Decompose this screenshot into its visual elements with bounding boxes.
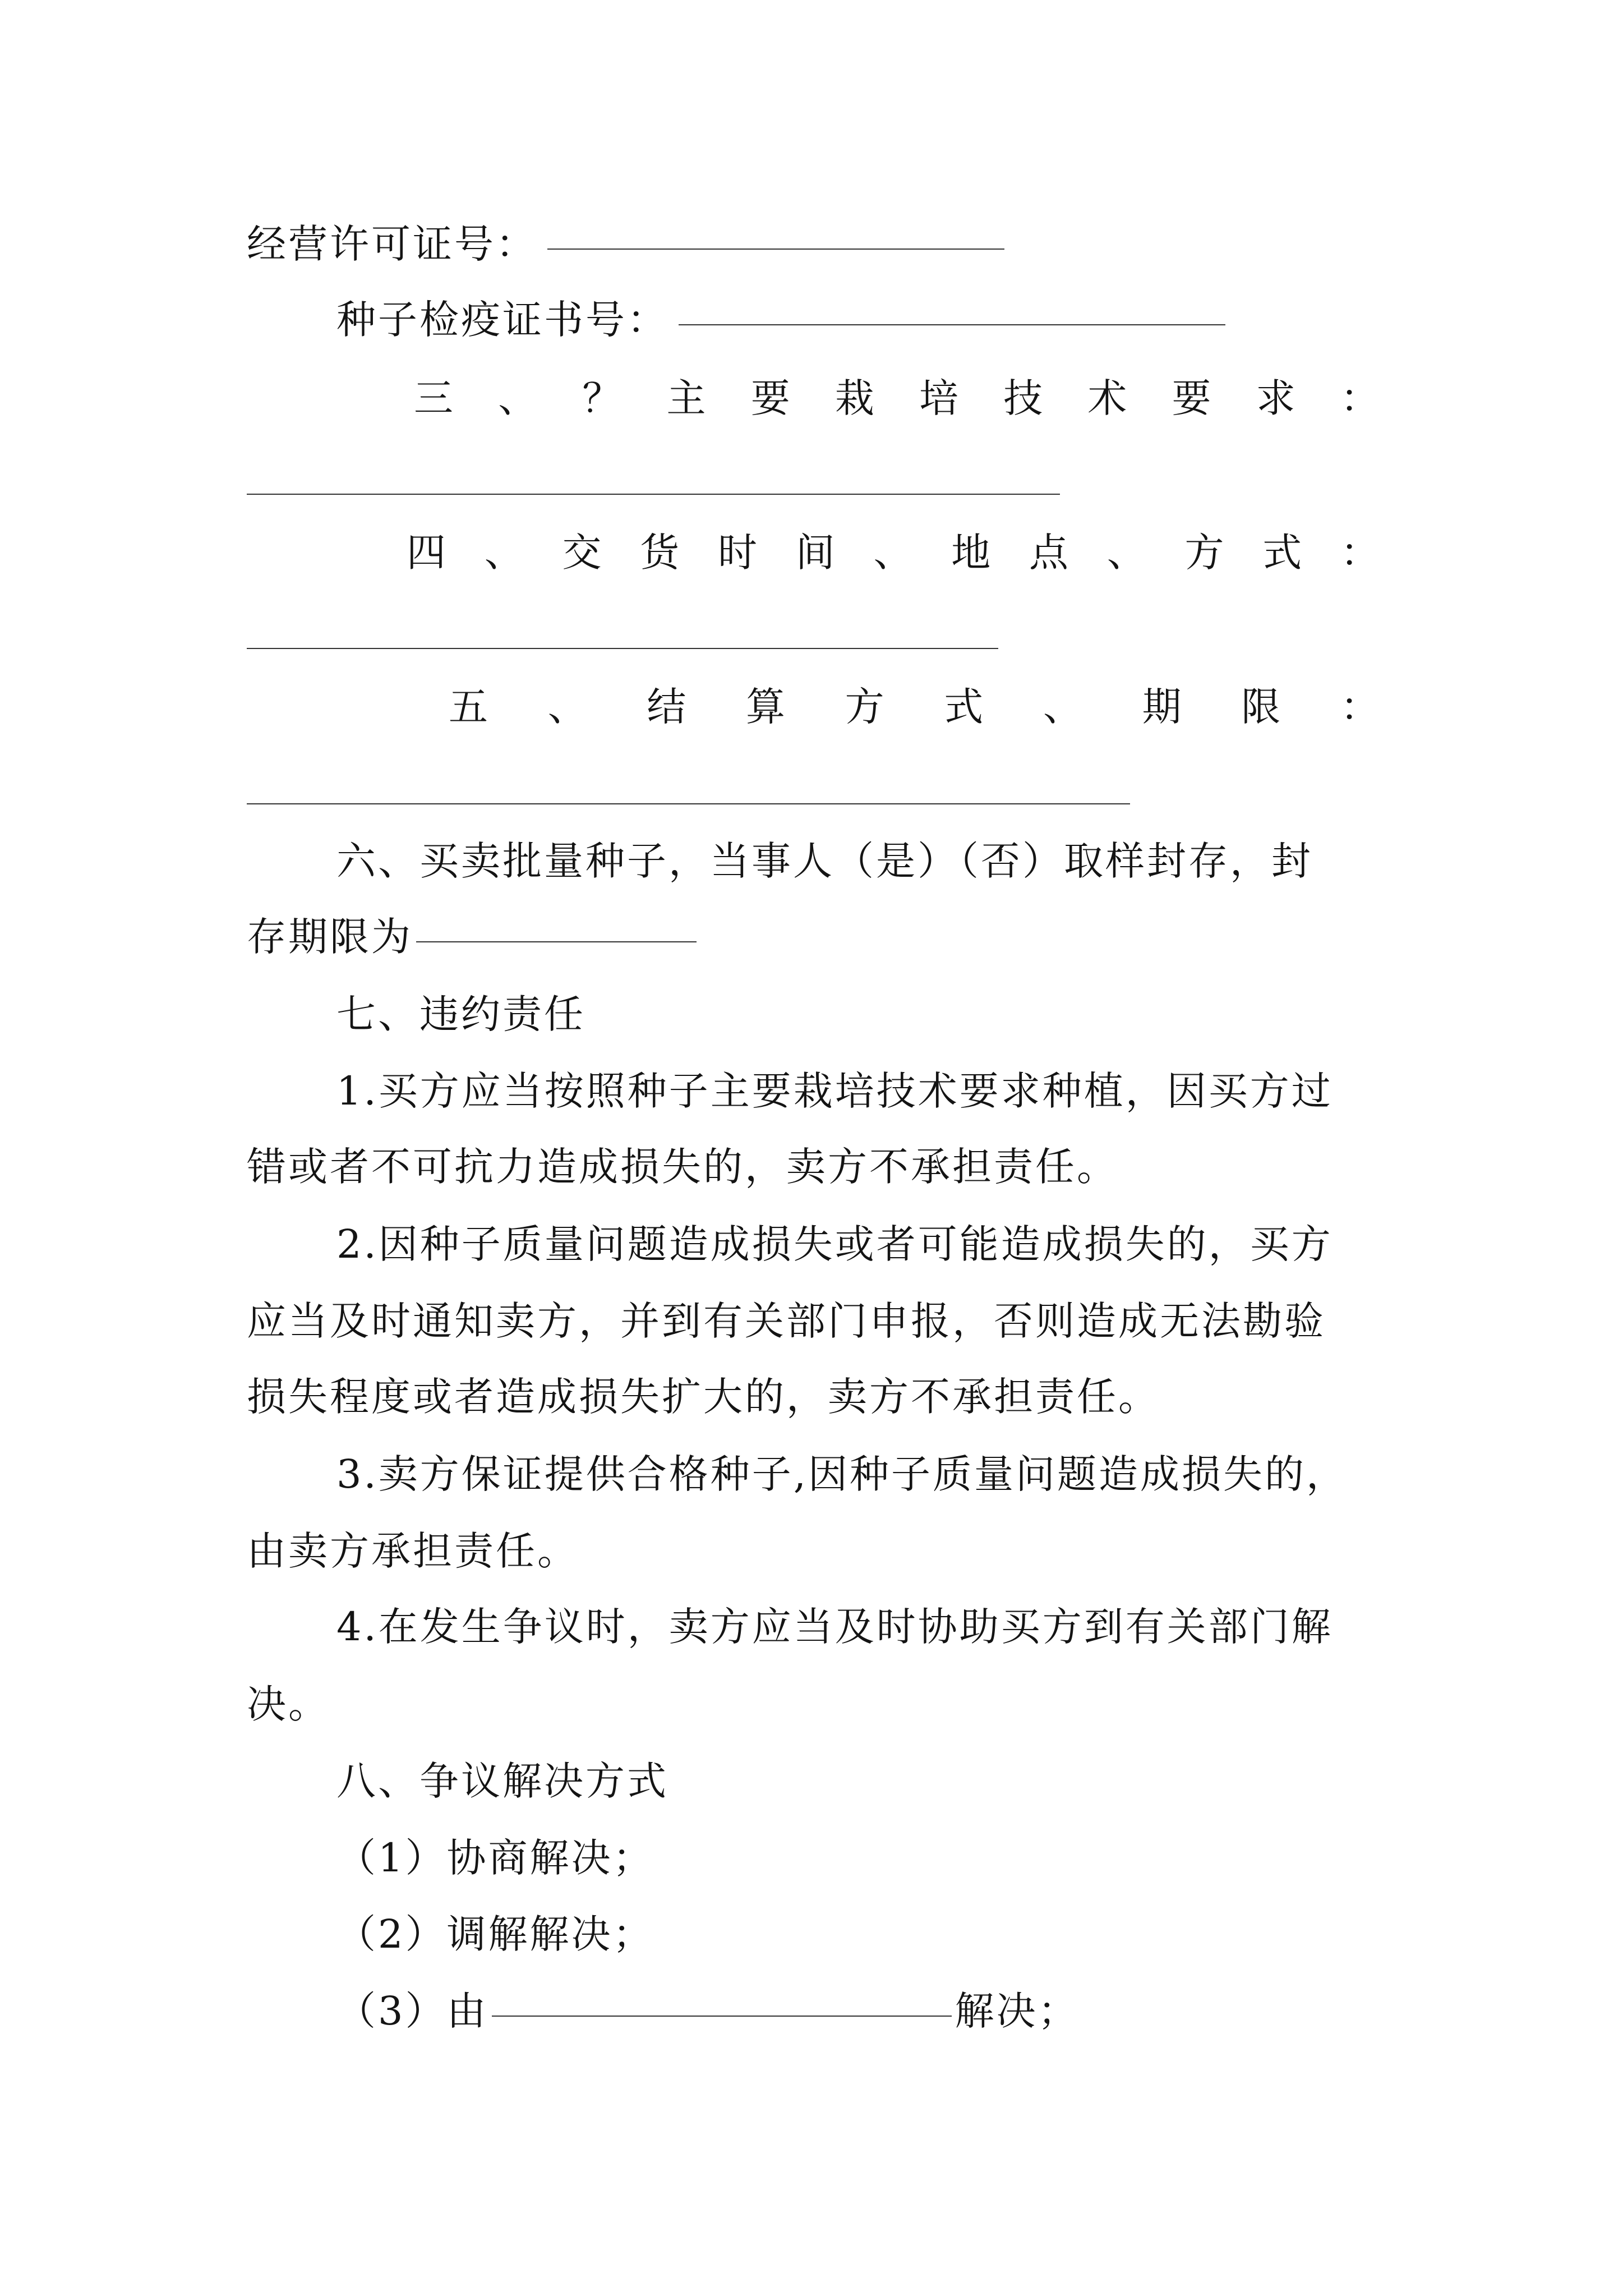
- section-8-option-1: （1）协商解决；: [336, 1835, 654, 1881]
- heading-char: 地: [951, 530, 991, 576]
- heading-char: 、: [1106, 530, 1146, 576]
- section-8-option-3: （3）由 解决；: [336, 1983, 1080, 2039]
- heading-char: 间: [795, 530, 835, 576]
- heading-char: ？: [582, 375, 622, 421]
- section-7-item-2-line-1: 2.因种子质量问题造成损失或者可能造成损失的，买方: [336, 1221, 1333, 1267]
- heading-char: 主: [666, 375, 706, 421]
- heading-char: ：: [1340, 684, 1380, 730]
- dispute-resolution-body-blank[interactable]: [492, 1983, 952, 2017]
- seal-period-blank[interactable]: [416, 909, 697, 942]
- heading-char: 、: [547, 684, 587, 730]
- license-number-line: [247, 216, 1004, 272]
- section-4-heading: [407, 524, 1380, 581]
- section-4-blank[interactable]: [247, 648, 998, 649]
- heading-char: 四: [407, 530, 446, 576]
- license-number-label: 经营许可证号：: [247, 221, 537, 267]
- heading-char: 栽: [834, 375, 874, 421]
- heading-char: 、: [498, 375, 538, 421]
- heading-char: 限: [1241, 684, 1281, 730]
- heading-char: 技: [1003, 375, 1043, 421]
- heading-char: 方: [845, 684, 884, 730]
- heading-char: 算: [745, 684, 785, 730]
- heading-char: 式: [944, 684, 984, 730]
- quarantine-certificate-line: [336, 292, 1225, 348]
- heading-char: 、: [484, 530, 524, 576]
- section-6-line-2: 存期限为: [247, 909, 697, 965]
- heading-char: 式: [1262, 530, 1302, 576]
- heading-char: 三: [414, 375, 453, 421]
- heading-char: ：: [1340, 530, 1380, 576]
- heading-char: 货: [640, 530, 680, 576]
- section-7-item-2-line-3: 损失程度或者造成损失扩大的，卖方不承担责任。: [247, 1374, 1160, 1420]
- section-7-item-1-line-2: 错或者不可抗力造成损失的，卖方不承担责任。: [247, 1144, 1118, 1190]
- heading-char: 五: [449, 684, 488, 730]
- section-8-title: 八、争议解决方式: [336, 1758, 668, 1804]
- license-number-blank[interactable]: [547, 216, 1004, 250]
- heading-char: 结: [647, 684, 686, 730]
- heading-char: 、: [1043, 684, 1082, 730]
- section-6-line-1: 六、买卖批量种子，当事人（是）（否）取样封存，封: [336, 838, 1313, 884]
- heading-char: 求: [1256, 375, 1295, 421]
- quarantine-certificate-blank[interactable]: [679, 292, 1225, 325]
- quarantine-certificate-label: 种子检疫证书号：: [336, 297, 668, 343]
- section-8-option-2: （2）调解解决；: [336, 1911, 654, 1957]
- heading-char: 培: [919, 375, 959, 421]
- heading-char: 、: [873, 530, 913, 576]
- heading-char: 方: [1184, 530, 1224, 576]
- heading-char: 时: [718, 530, 757, 576]
- section-7-item-4-line-1: 4.在发生争议时，卖方应当及时协助买方到有关部门解: [336, 1604, 1333, 1650]
- heading-char: 点: [1029, 530, 1068, 576]
- section-7-item-3-line-1: 3.卖方保证提供合格种子,因种子质量问题造成损失的，: [336, 1451, 1348, 1497]
- section-5-heading: [449, 679, 1380, 735]
- heading-char: 交: [562, 530, 602, 576]
- section-3-heading: [414, 370, 1380, 426]
- section-7-item-1-line-1: 1.买方应当按照种子主要栽培技术要求种植，因买方过: [336, 1068, 1333, 1114]
- section-5-blank[interactable]: [247, 803, 1130, 804]
- section-7-item-4-line-2: 决。: [247, 1681, 330, 1727]
- heading-char: 要: [750, 375, 790, 421]
- section-7-title: 七、违约责任: [336, 991, 585, 1037]
- section-7-item-3-line-2: 由卖方承担责任。: [247, 1528, 579, 1574]
- section-7-item-2-line-2: 应当及时通知卖方，并到有关部门申报，否则造成无法勘验: [247, 1298, 1326, 1344]
- section-3-blank[interactable]: [247, 494, 1060, 495]
- heading-char: 要: [1172, 375, 1211, 421]
- heading-char: ：: [1340, 375, 1380, 421]
- heading-char: 期: [1142, 684, 1182, 730]
- heading-char: 术: [1087, 375, 1127, 421]
